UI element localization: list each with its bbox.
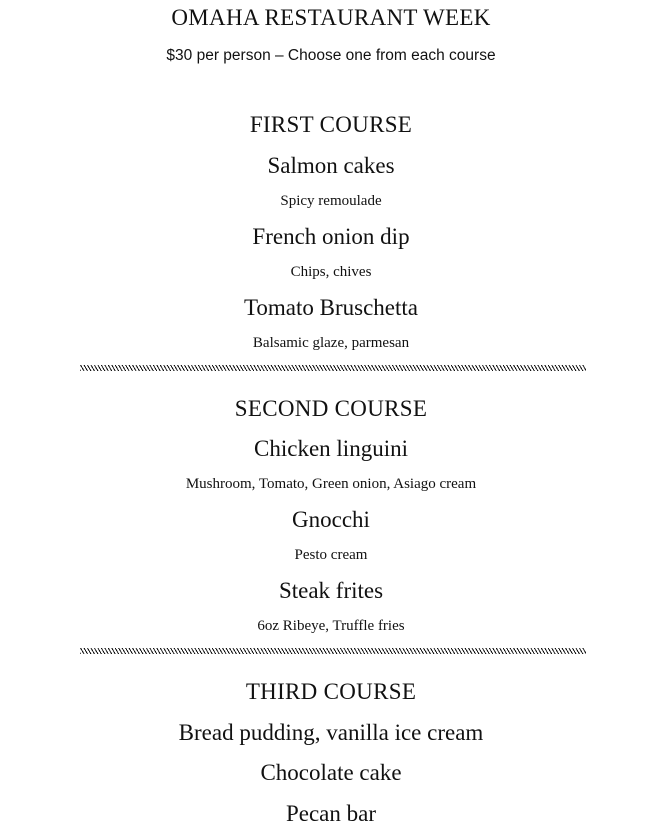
dish-description: Mushroom, Tomato, Green onion, Asiago cream (185, 476, 477, 492)
first-course-heading: FIRST COURSE (249, 112, 413, 137)
dish-name: Gnocchi (292, 507, 370, 532)
dish-description: Chips, chives (290, 264, 372, 280)
menu-title: OMAHA RESTAURANT WEEK (171, 5, 491, 30)
dish-name: Chocolate cake (260, 760, 402, 785)
dish-name: Pecan bar (285, 801, 377, 826)
dish-name: Tomato Bruschetta (243, 295, 419, 320)
dish-description: Pesto cream (294, 547, 368, 563)
course-divider (80, 365, 586, 371)
menu-subtitle: $30 per person – Choose one from each course (166, 47, 496, 64)
course-divider (80, 648, 586, 654)
dish-name: Salmon cakes (267, 153, 395, 178)
dish-name: Steak frites (278, 578, 384, 603)
dish-name: Bread pudding, vanilla ice cream (178, 720, 484, 745)
dish-description: Balsamic glaze, parmesan (252, 335, 410, 351)
dish-description: Spicy remoulade (280, 193, 382, 209)
dish-name: Chicken linguini (254, 436, 408, 461)
dish-name: French onion dip (252, 224, 410, 249)
second-course-heading: SECOND COURSE (234, 396, 428, 421)
third-course-heading: THIRD COURSE (245, 679, 417, 704)
dish-description: 6oz Ribeye, Truffle fries (257, 618, 405, 634)
